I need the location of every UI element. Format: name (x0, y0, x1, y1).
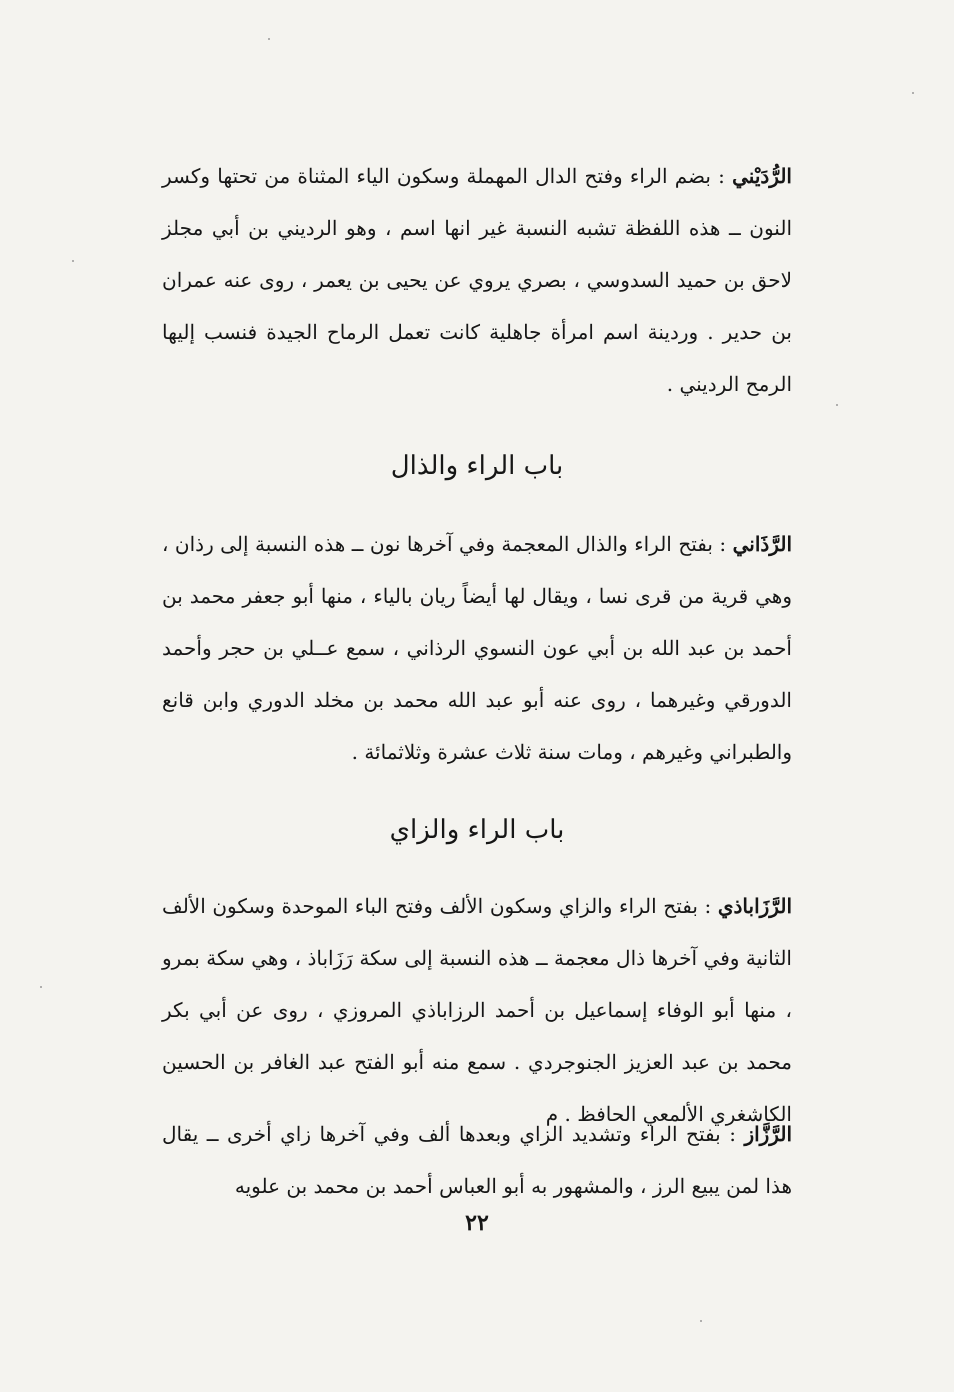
entry-al-razzaz (162, 1108, 792, 1212)
section-title-raa-dhal: باب الراء والذال (390, 451, 564, 481)
page-number: ٢٢ (465, 1210, 489, 1236)
entry-al-radhani (162, 518, 792, 778)
entry-text: : بفتح الراء وتشديد الزاي وبعدها ألف وفي آخرها زاي أخرى ــ يقال هذا لمن يبيع الرز ، والمشهور به أبو العباس أحمد بن محمد بن علويه (162, 1122, 792, 1198)
entry-text: : بفتح الراء والذال المعجمة وفي آخرها نون ــ هذه النسبة إلى رذان ، وهي قرية من قرى نسا ، ويقال لها أيضاً ريان بالياء ، منها أبو جعفر محمد بن أحمد بن عبد الله بن أبي عون النسوي الرذاني ، سمع عــلي بن حجر وأحمد الدورقي وغيرهما ، روى عنه أبو عبد الله محمد بن مخلد الدوري وابن قانع والطبراني وغيرهم ، ومات سنة ثلاث عشرة وثلاثمائة . (162, 532, 792, 764)
entry-al-rudayni (162, 150, 792, 410)
section-title-raa-zay: باب الراء والزاي (389, 815, 565, 845)
headword: الرَّزَاباذي (717, 894, 792, 918)
paper-speck (700, 1320, 702, 1322)
paper-speck (912, 92, 914, 94)
entry-text: : بضم الراء وفتح الدال المهملة وسكون الياء المثناة من تحتها وكسر النون ــ هذه اللفظة تشبه النسبة غير انها اسم ، وهو الرديني بن أبي مجلز لاحق بن حميد السدوسي ، بصري يروي عن يحيى بن يعمر ، روى عنه عمران بن حدير . وردينة اسم امرأة جاهلية كانت تعمل الرماح الجيدة فنسب إليها الرمح الرديني . (162, 164, 792, 396)
entry-text: : بفتح الراء والزاي وسكون الألف وفتح الباء الموحدة وسكون الألف الثانية وفي آخرها ذال معجمة ــ هذه النسبة إلى سكة رَزَاباذ ، وهي سكة بمرو ، منها أبو الوفاء إسماعيل بن أحمد الرزاباذي المروزي ، روى عن أبي بكر محمد بن عبد العزيز الجنوجردي . سمع منه أبو الفتح عبد الغافر بن الحسين الكاشغري الألمعي الحافظ . م (162, 894, 792, 1126)
headword: الرَّذَاني (732, 532, 792, 556)
headword: الرُّدَيْني (732, 164, 792, 188)
paper-speck (40, 986, 42, 988)
paper-speck (836, 404, 838, 406)
paper-speck (72, 260, 74, 262)
entry-al-razabadhi (162, 880, 792, 1140)
paper-speck (268, 38, 270, 40)
headword: الرَّزَّاز (744, 1122, 792, 1146)
